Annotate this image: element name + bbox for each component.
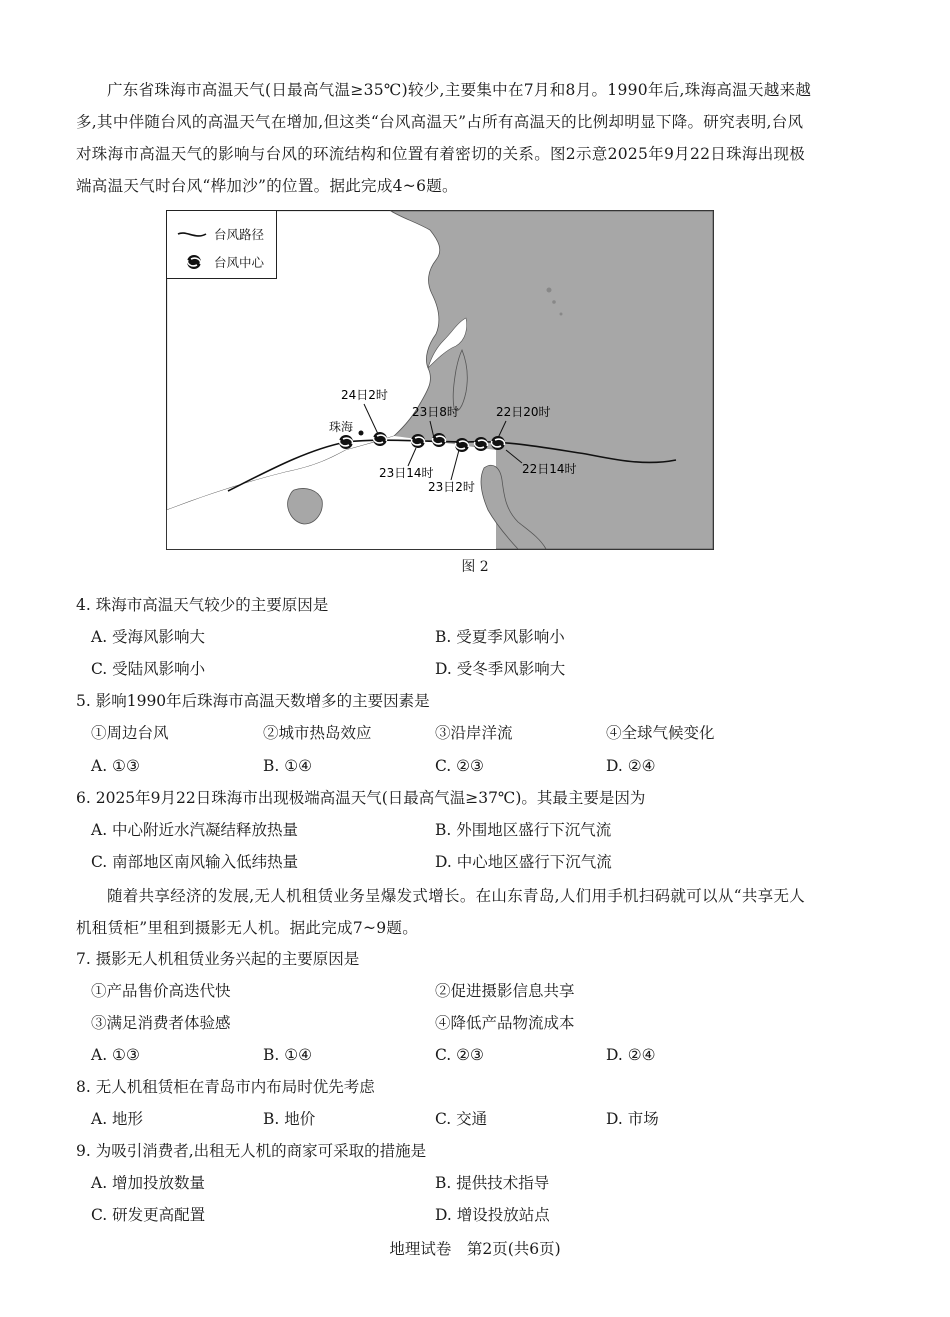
q5-item-4: ④全球气候变化 — [606, 724, 715, 742]
q8-stem: 8. 无人机租赁柜在青岛市内布局时优先考虑 — [76, 1078, 375, 1096]
q4-stem: 4. 珠海市高温天气较少的主要原因是 — [76, 596, 329, 614]
zhuhai-dot — [359, 431, 364, 436]
typhoon-center-icon — [455, 438, 469, 452]
legend-path-label: 台风路径 — [214, 227, 265, 242]
q8-option-a: A. 地形 — [91, 1110, 144, 1128]
passage-drone: 随着共享经济的发展,无人机租赁业务呈爆发式增长。在山东青岛,人们用手机扫码就可以从“共享无人机租赁柜”里租到摄影无人机。据此完成7~9题。 — [76, 887, 806, 937]
q9-option-d: D. 增设投放站点 — [435, 1206, 550, 1224]
q7-item-3: ③满足消费者体验感 — [91, 1014, 231, 1032]
q7-item-4: ④降低产品物流成本 — [435, 1014, 575, 1032]
label-24d2h: 24日2时 — [341, 388, 388, 402]
q4-option-d: D. 受冬季风影响大 — [435, 660, 566, 678]
label-23d8h: 23日8时 — [412, 405, 459, 419]
q7-option-c: C. ②③ — [435, 1046, 484, 1064]
q5-option-d: D. ②④ — [606, 757, 656, 775]
q5-option-a: A. ①③ — [91, 757, 140, 775]
label-23d14h: 23日14时 — [379, 466, 434, 480]
legend-center-label: 台风中心 — [214, 255, 265, 270]
q6-option-d: D. 中心地区盛行下沉气流 — [435, 853, 612, 871]
q4-option-a: A. 受海风影响大 — [91, 628, 206, 646]
legend-typhoon-icon — [187, 255, 201, 269]
q9-option-c: C. 研发更高配置 — [91, 1206, 206, 1224]
q4-option-b: B. 受夏季风影响小 — [435, 628, 565, 646]
q6-option-b: B. 外围地区盛行下沉气流 — [435, 821, 612, 839]
q4-option-c: C. 受陆风影响小 — [91, 660, 206, 678]
typhoon-center-icon — [411, 434, 425, 448]
label-23d2h: 23日2时 — [428, 480, 475, 494]
q7-item-2: ②促进摄影信息共享 — [435, 982, 575, 1000]
page-footer: 地理试卷 第2页(共6页) — [389, 1240, 561, 1258]
q7-option-d: D. ②④ — [606, 1046, 656, 1064]
q5-option-c: C. ②③ — [435, 757, 484, 775]
q6-stem: 6. 2025年9月22日珠海市出现极端高温天气(日最高气温≥37℃)。其最主要是因为 — [76, 789, 646, 807]
q9-option-a: A. 增加投放数量 — [91, 1174, 206, 1192]
typhoon-center-icon — [432, 433, 446, 447]
q5-stem: 5. 影响1990年后珠海市高温天数增多的主要因素是 — [76, 692, 430, 710]
q9-option-b: B. 提供技术指导 — [435, 1174, 550, 1192]
q5-item-3: ③沿岸洋流 — [435, 724, 513, 742]
q5-option-b: B. ①④ — [263, 757, 313, 775]
q7-item-1: ①产品售价高迭代快 — [91, 982, 231, 1000]
q7-stem: 7. 摄影无人机租赁业务兴起的主要原因是 — [76, 950, 360, 968]
typhoon-center-icon — [491, 436, 505, 450]
city-label: 珠海 — [329, 420, 354, 434]
typhoon-center-icon — [339, 435, 353, 449]
q8-option-d: D. 市场 — [606, 1110, 659, 1128]
passage-typhoon: 广东省珠海市高温天气(日最高气温≥35℃)较少,主要集中在7月和8月。1990年后,珠海高温天越来越多,其中伴随台风的高温天气在增加,但这类“台风高温天”占所有高温天的比例却明显下降。研究表明,台风对珠海市高温天气的影响与台风的环流结构和位置有着密切的关系。图2示意2025年9月22日珠海出现极端高温天气时台风“桦加沙”的位置。据此完成4~6题。 — [76, 81, 812, 195]
q8-option-c: C. 交通 — [435, 1110, 488, 1128]
figure-caption: 图 2 — [461, 559, 489, 575]
typhoon-center-icon — [373, 432, 387, 446]
q6-option-a: A. 中心附近水汽凝结释放热量 — [91, 821, 299, 839]
q8-option-b: B. 地价 — [263, 1110, 316, 1128]
typhoon-map-figure — [166, 210, 714, 550]
typhoon-center-icon — [474, 437, 488, 451]
q5-item-2: ②城市热岛效应 — [263, 724, 372, 742]
q9-stem: 9. 为吸引消费者,出租无人机的商家可采取的措施是 — [76, 1142, 427, 1160]
label-22d20h: 22日20时 — [496, 405, 551, 419]
label-22d14h: 22日14时 — [522, 462, 577, 476]
q7-option-b: B. ①④ — [263, 1046, 313, 1064]
q5-item-1: ①周边台风 — [91, 724, 169, 742]
q7-option-a: A. ①③ — [91, 1046, 140, 1064]
q6-option-c: C. 南部地区南风输入低纬热量 — [91, 853, 299, 871]
